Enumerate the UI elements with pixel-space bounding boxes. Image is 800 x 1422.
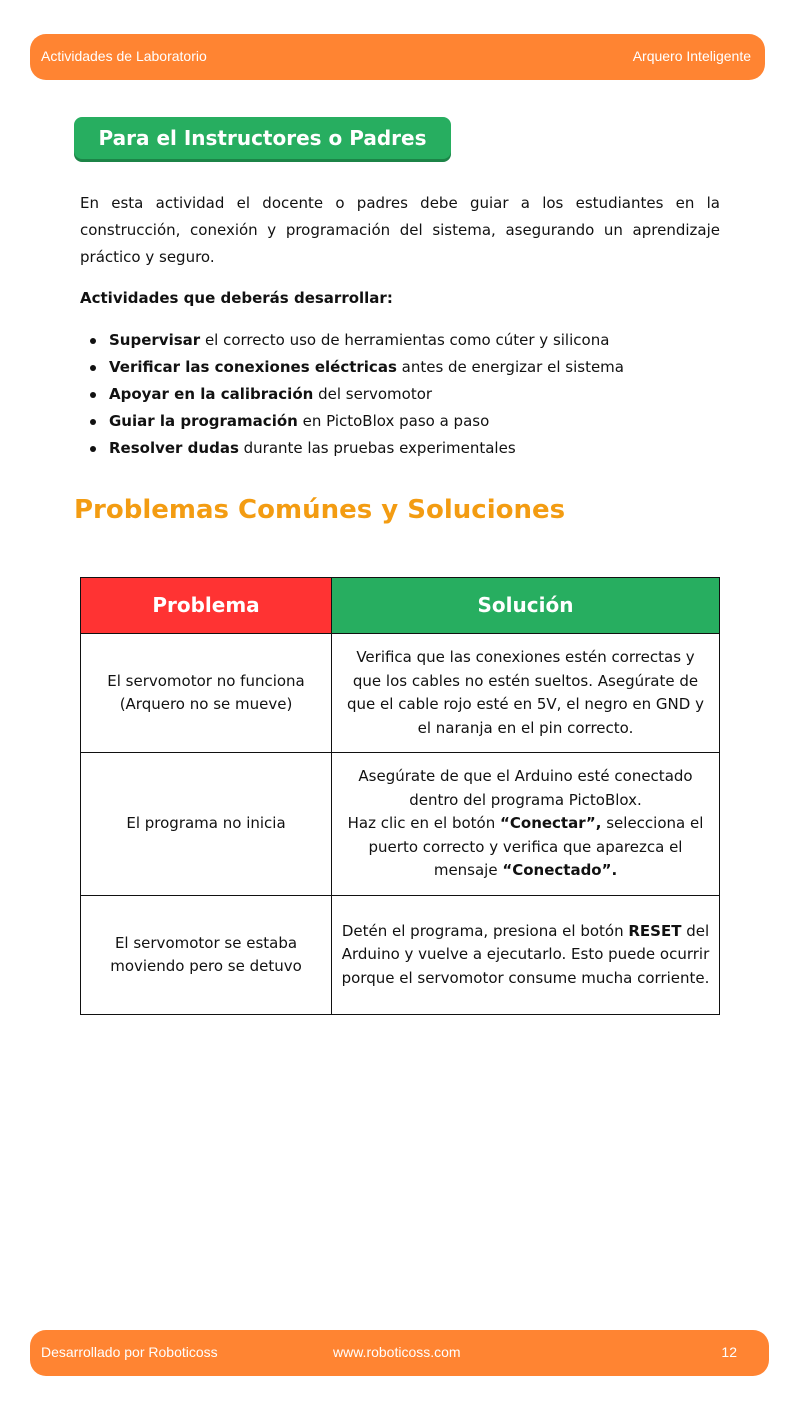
header-right-text: Arquero Inteligente [632,48,751,64]
intro-paragraph: En esta actividad el docente o padres debe guiar a los estudiantes en la construcción, conexión y programación del sistema, asegurando un aprendizaje práctico y seguro. [80,194,720,266]
problem-text: El servomotor no funciona [107,671,305,690]
bullet-icon [90,338,96,344]
table-row [81,896,720,1015]
list-item [80,354,720,381]
list-item-text: del servomotor [313,385,433,403]
column-header-solution: Solución [332,578,720,634]
solution-cell [332,896,720,1015]
problem-text: moviendo pero se detuvo [110,957,302,975]
solution-cell [332,753,720,896]
solution-text: Detén el programa, presiona el botón [341,921,629,940]
list-item-text: en PictoBlox paso a paso [297,412,490,430]
list-item-text: durante las pruebas experimentales [238,439,516,457]
problems-section-title: Problemas Comúnes y Soluciones [74,495,566,525]
problem-text: El programa no inicia [126,814,286,833]
footer-website-link[interactable]: www.roboticoss.com [333,1344,461,1360]
header-left-text: Actividades de Laboratorio [41,48,207,64]
list-item-bold: Supervisar [109,331,201,349]
list-item [80,435,720,462]
bullet-icon [90,446,96,452]
bullet-icon [90,365,96,371]
page-number: 12 [721,1344,737,1360]
page-header [30,34,765,80]
problem-cell [81,896,332,1015]
activities-label: Actividades que deberás desarrollar: [80,289,393,307]
solution-cell [332,634,720,753]
instructor-section-title: Para el Instructores o Padres [74,117,451,159]
list-item [80,381,720,408]
list-item [80,408,720,435]
page-footer [30,1330,769,1376]
problem-text: El servomotor se estaba [114,933,298,952]
column-header-problem: Problema [81,578,332,634]
bullet-icon [90,419,96,425]
footer-left-text: Desarrollado por Roboticoss [41,1344,218,1360]
solution-text: selecciona el puerto correcto y verifica que aparezca el mensaje [368,814,704,880]
solution-bold-text: “Conectar”, [500,814,602,833]
list-item-bold: Resolver dudas [109,439,239,457]
solution-text: Haz clic en el botón [347,814,501,833]
solution-text: del Arduino y vuelve a ejecutarlo. Esto puede ocurrir porque el servomotor consume mucha corriente. [341,921,710,987]
problem-cell [81,753,332,896]
table-header-row [81,578,720,634]
bullet-icon [90,392,96,398]
list-item-text: el correcto uso de herramientas como cúter y silicona [200,331,610,349]
list-item-text: antes de energizar el sistema [396,358,624,376]
problem-cell [81,634,332,753]
list-item [80,327,720,354]
solution-bold-text: RESET [628,921,682,940]
problems-table [80,577,720,1015]
table-row [81,753,720,896]
list-item-bold: Verificar las conexiones eléctricas [109,358,397,376]
list-item-bold: Guiar la programación [109,412,298,430]
solution-bold-text: “Conectado”. [502,861,618,880]
problem-text: (Arquero no se mueve) [119,695,293,713]
solution-text: Verifica que las conexiones estén correctas y que los cables no estén sueltos. Asegúrate de que el cable rojo esté en 5V, el negro en GND y el naranja en el pin correcto. [347,648,704,737]
activities-list [80,327,720,462]
list-item-bold: Apoyar en la calibración [109,385,314,403]
solution-text: Asegúrate de que el Arduino esté conectado dentro del programa PictoBlox. [358,767,693,809]
table-row [81,634,720,753]
